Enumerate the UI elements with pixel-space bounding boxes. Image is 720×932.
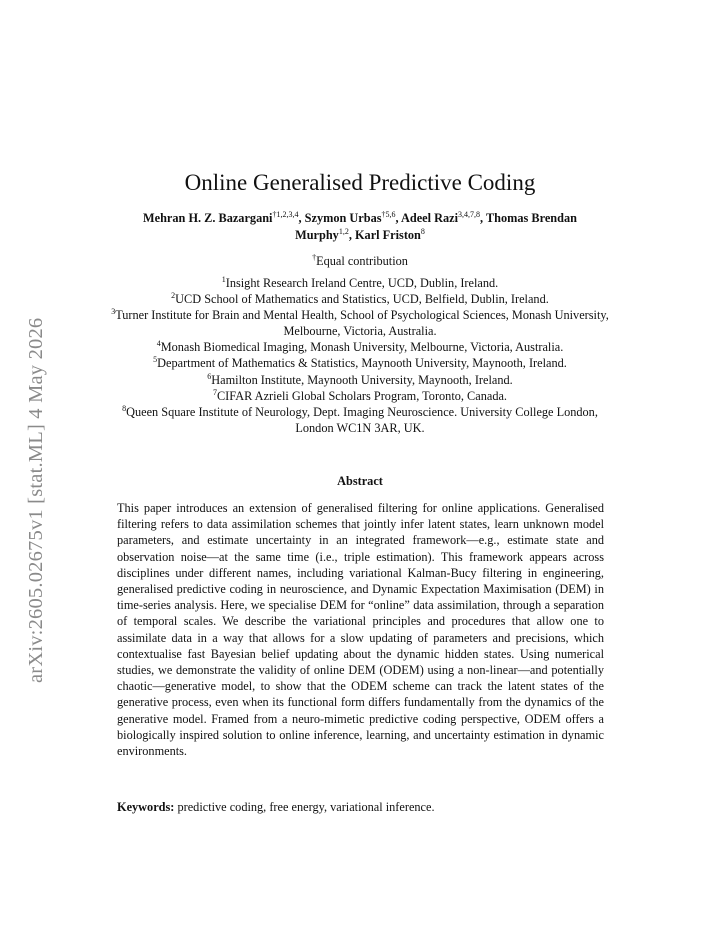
author-affiliation-marks: †5,6 bbox=[381, 210, 396, 219]
affiliation-text: Department of Mathematics & Statistics, Maynooth University, Maynooth, Ireland. bbox=[157, 356, 567, 371]
abstract-body: This paper introduces an extension of generalised filtering for online applications. Generalised filtering refers to data assimilation schemes that jointly infer latent states, learn unknown model parameters, and estimate uncertainty in an integrated framework—e.g., estimate state and observation noise—at the same time (i.e., triple estimation). This framework appears across disciplines under different names, including variational Kalman-Bucy filtering in engineering, generalised predictive coding in neuroscience, and Dynamic Expectation Maximisation (DEM) in time-series analysis. Here, we specialise DEM for “online” data assimilation, through a separation of temporal scales. We describe the variational principles and procedures that allow one to assimilate data in a way that allows for a slow updating of parameters and precisions, which contextualise fast Bayesian belief updating about the dynamic hidden states. Using numerical studies, we demonstrate the validity of online DEM (ODEM) using a non-linear—and potentially chaotic—generative model, to show that the ODEM scheme can track the latent states of the generative process, even when its functional form differs fundamentally from the dynamics of the generative model. Framed from a neuro-mimetic predictive coding perspective, ODEM offers a biologically inspired solution to online inference, learning, and uncertainty estimation in dynamic environments. bbox=[117, 501, 604, 759]
equal-contribution-text: Equal contribution bbox=[316, 254, 408, 268]
affiliation-number: 3 bbox=[111, 307, 116, 317]
author-affiliation-marks: †1,2,3,4 bbox=[272, 210, 299, 219]
affiliation-text: CIFAR Azrieli Global Scholars Program, Toronto, Canada. bbox=[216, 388, 507, 403]
author-affiliation-marks: 8 bbox=[420, 227, 425, 236]
affiliation-item bbox=[110, 372, 610, 388]
author-list: Mehran H. Z. Bazargani$^{\dagger 1,2,3,4}$, Szymon Urbas$^{\dagger 5,6}$, Adeel Razi$^{3,4,7,8}$, Thomas Brendan Murphy$^{1,2}$, Karl Friston$^8$ bbox=[143, 210, 577, 242]
author-affiliation-marks: 1,2 bbox=[338, 227, 349, 236]
affiliation-number: 7 bbox=[212, 387, 217, 397]
author-name: Adeel Razi bbox=[401, 211, 459, 225]
keywords-line bbox=[117, 800, 604, 815]
keywords-label: Keywords: bbox=[117, 800, 175, 814]
affiliation-number: 5 bbox=[153, 355, 158, 365]
author-affiliation-marks: 3,4,7,8 bbox=[458, 210, 481, 219]
affiliation-item bbox=[110, 404, 610, 436]
affiliation-text: UCD School of Mathematics and Statistics, UCD, Belfield, Dublin, Ireland. bbox=[175, 292, 549, 307]
abstract-heading: Abstract bbox=[337, 474, 383, 488]
affiliation-item bbox=[110, 339, 610, 355]
arxiv-identifier-stamp: arXiv:2605.02675v1 [stat.ML] 4 May 2026 bbox=[25, 317, 47, 683]
affiliation-item bbox=[110, 388, 610, 404]
affiliation-text: Monash Biomedical Imaging, Monash University, Melbourne, Victoria, Australia. bbox=[160, 340, 564, 355]
affiliation-item bbox=[110, 275, 610, 291]
author-name: Thomas Brendan Murphy bbox=[295, 211, 577, 242]
paper-title: Online Generalised Predictive Coding bbox=[184, 170, 536, 195]
affiliation-number: 4 bbox=[156, 339, 161, 349]
affiliation-text: Turner Institute for Brain and Mental Health, School of Psychological Sciences, Monash University, Melbourne, Victoria, Australia. bbox=[115, 308, 609, 339]
affiliation-number: 1 bbox=[221, 275, 226, 284]
author-name: Mehran H. Z. Bazargani bbox=[143, 211, 273, 225]
affiliation-text: Queen Square Institute of Neurology, Dept. Imaging Neuroscience. University College London, London WC1N 3AR, UK. bbox=[126, 404, 598, 435]
affiliation-number: 8 bbox=[122, 403, 127, 413]
author-name: Szymon Urbas bbox=[304, 211, 382, 225]
affiliation-item bbox=[110, 291, 610, 307]
affiliation-number: 2 bbox=[171, 291, 176, 301]
equal-contribution-note bbox=[0, 254, 720, 269]
equal-contribution-mark: † bbox=[312, 253, 317, 262]
keywords-text: predictive coding, free energy, variational inference. bbox=[177, 800, 435, 814]
affiliation-list bbox=[110, 275, 610, 436]
affiliation-item bbox=[110, 307, 610, 339]
author-name: Karl Friston bbox=[354, 228, 421, 242]
affiliation-item bbox=[110, 355, 610, 371]
affiliation-text: Insight Research Ireland Centre, UCD, Dublin, Ireland. bbox=[225, 276, 499, 290]
affiliation-text: Hamilton Institute, Maynooth University, Maynooth, Ireland. bbox=[211, 372, 513, 387]
affiliation-number: 6 bbox=[207, 371, 212, 381]
